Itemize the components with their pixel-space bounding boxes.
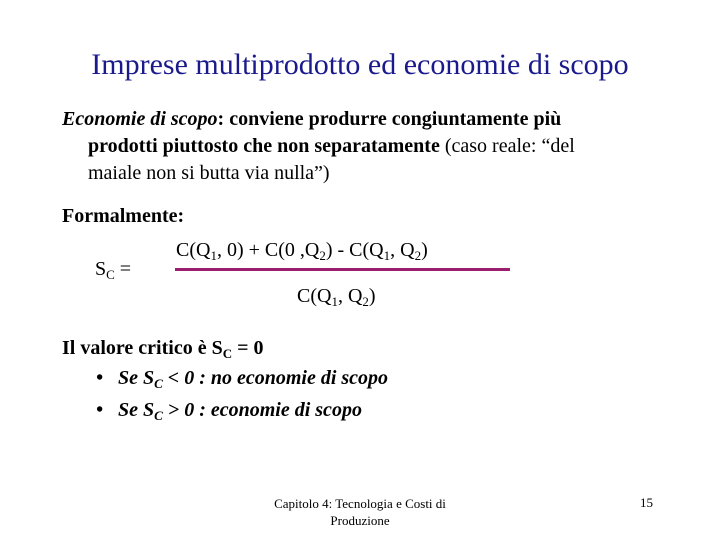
num-part-e: ) bbox=[421, 239, 428, 261]
page-number: 15 bbox=[640, 495, 653, 510]
definition-colon: : bbox=[217, 108, 225, 130]
definition-line-3: maiale non si butta via nulla”) bbox=[88, 162, 330, 184]
bullet-item bbox=[96, 367, 388, 390]
num-part-c: ) - C(Q bbox=[325, 239, 384, 261]
critical-value bbox=[62, 337, 264, 360]
lhs-eq: = bbox=[114, 258, 132, 280]
slide-title: Imprese multiprodotto ed economie di scopo bbox=[91, 48, 629, 81]
den-sub-a: 1 bbox=[331, 294, 338, 309]
bullet-marker: • bbox=[96, 367, 104, 389]
den-part-b: , Q bbox=[337, 285, 363, 307]
bullet-pre: Se S bbox=[118, 399, 155, 421]
definition-bold-2: prodotti piuttosto che non separatamente bbox=[88, 135, 440, 157]
definition-term: Economie di scopo bbox=[62, 108, 218, 130]
bullet-sub: C bbox=[154, 376, 163, 391]
formula-numerator bbox=[176, 239, 428, 262]
bullet-sub: C bbox=[154, 408, 163, 423]
lhs-sub: C bbox=[106, 267, 115, 282]
bullet-post: > 0 : economie di scopo bbox=[162, 399, 362, 421]
bullet-post: < 0 : no economie di scopo bbox=[162, 367, 389, 389]
definition-paragraph bbox=[62, 106, 575, 187]
formula-denominator bbox=[297, 285, 376, 308]
critical-sub: C bbox=[222, 346, 233, 361]
definition-plain: (caso reale: “del bbox=[439, 135, 575, 157]
definition-bold-1: conviene produrre congiuntamente più bbox=[224, 108, 562, 130]
formula-lhs bbox=[95, 258, 131, 281]
bullet-item bbox=[96, 399, 362, 422]
num-part-b: , 0) + C(0 ,Q bbox=[216, 239, 320, 261]
den-part-c: ) bbox=[368, 285, 376, 307]
footer-chapter: Capitolo 4: Tecnologia e Costi di Produzione bbox=[274, 496, 446, 528]
num-sub-c: 1 bbox=[383, 248, 391, 263]
den-part-a: C(Q bbox=[297, 285, 332, 307]
fraction-line bbox=[175, 268, 510, 271]
bullet-marker: • bbox=[96, 399, 104, 421]
den-sub-b: 2 bbox=[362, 294, 369, 309]
lhs-s: S bbox=[95, 258, 107, 280]
bullet-pre: Se S bbox=[118, 367, 155, 389]
critical-suffix: = 0 bbox=[232, 337, 264, 359]
num-sub-a: 1 bbox=[210, 248, 217, 263]
num-part-a: C(Q bbox=[176, 239, 211, 261]
num-sub-d: 2 bbox=[414, 248, 422, 263]
critical-prefix: Il valore critico è S bbox=[62, 337, 223, 359]
definition-line-2 bbox=[62, 133, 575, 160]
num-part-d: , Q bbox=[390, 239, 415, 261]
formal-label: Formalmente: bbox=[62, 205, 185, 227]
num-sub-b: 2 bbox=[319, 248, 326, 263]
